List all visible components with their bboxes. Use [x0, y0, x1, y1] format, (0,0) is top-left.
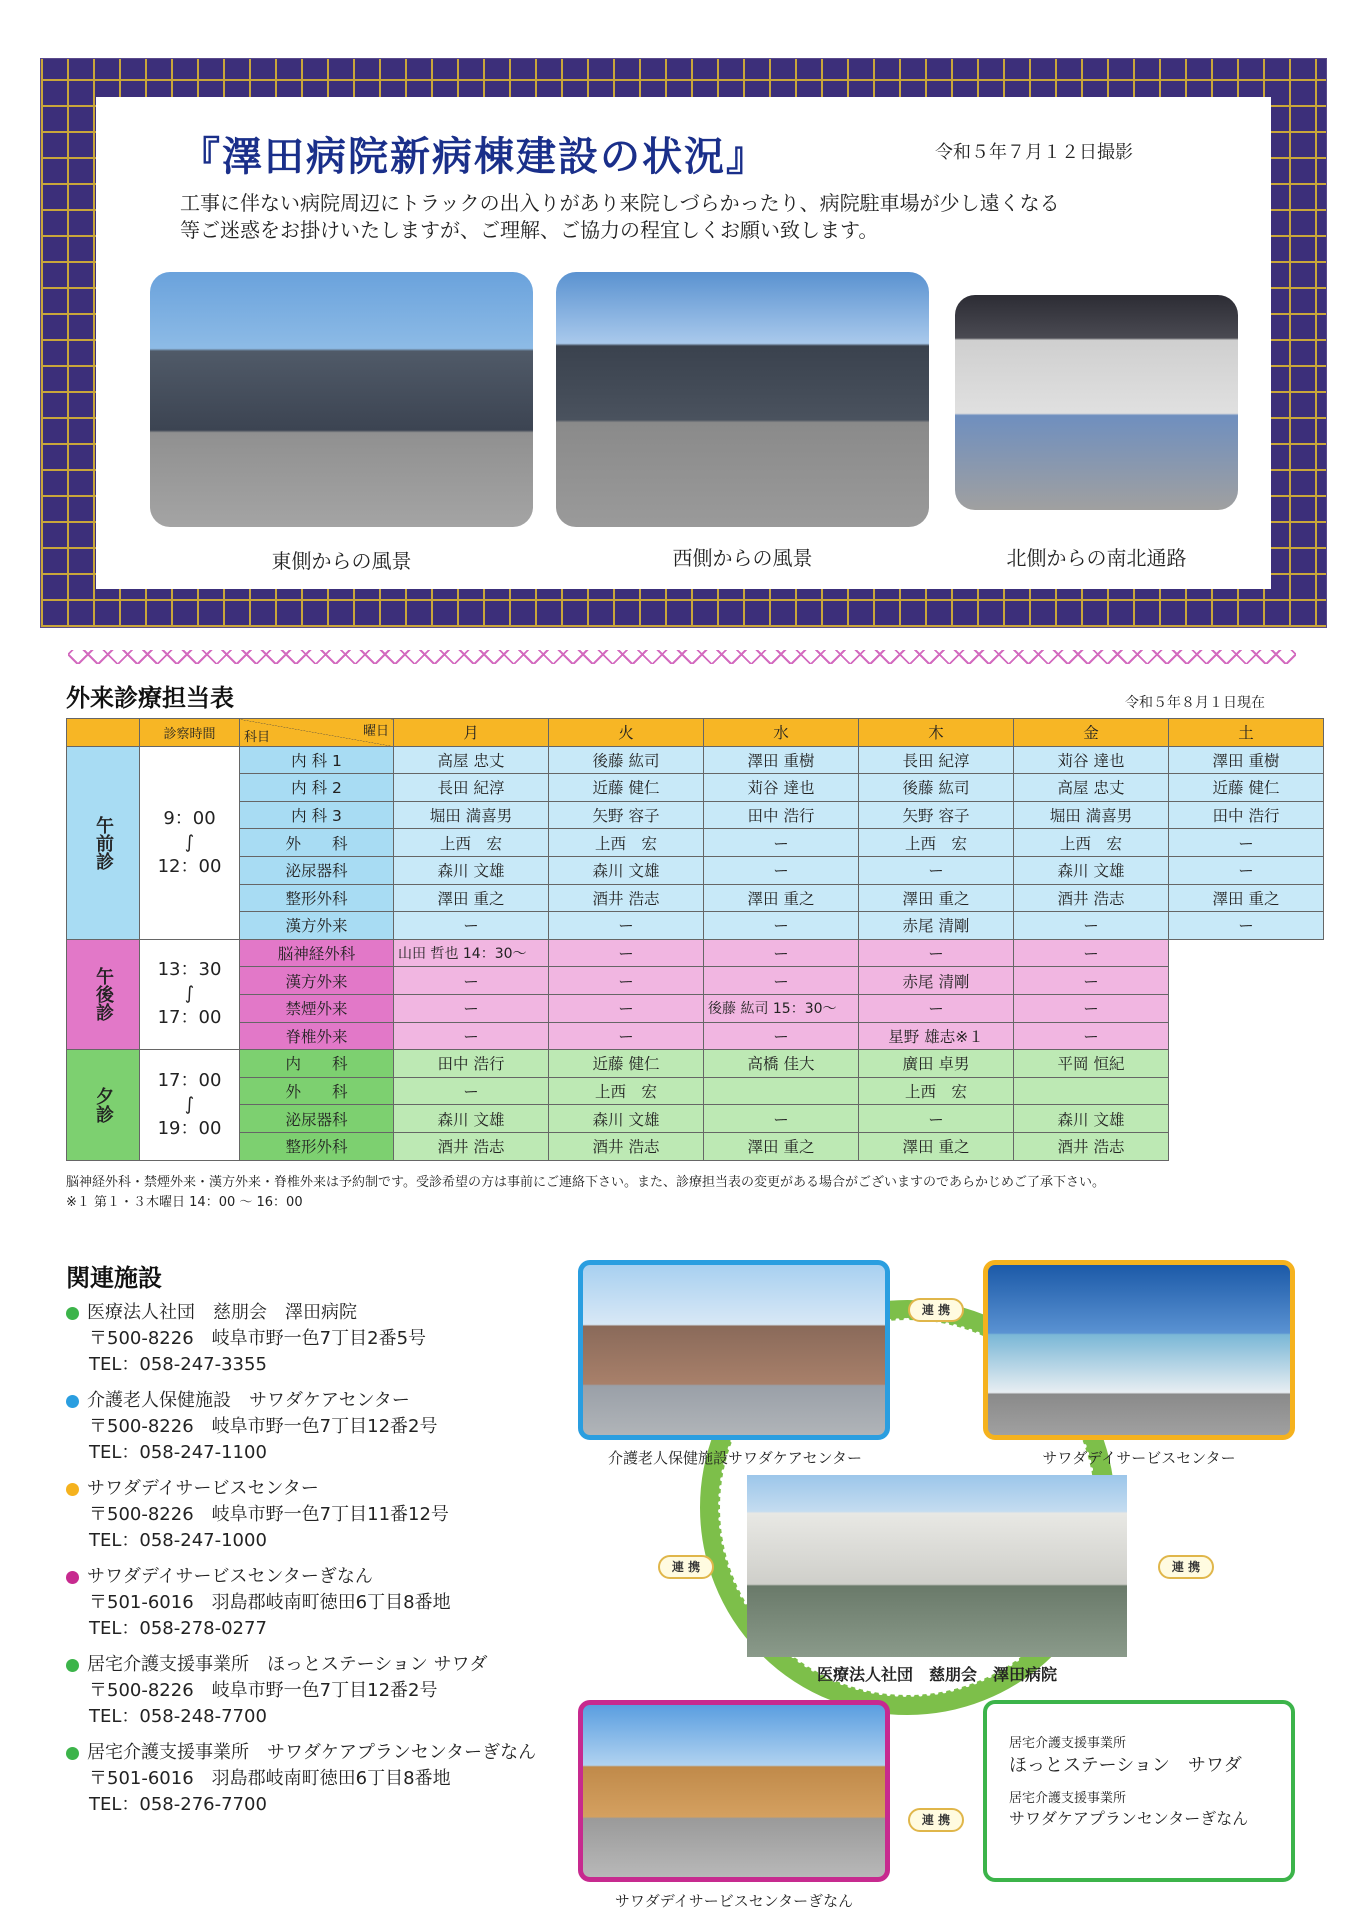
doctor-cell: 高屋 忠丈 — [394, 746, 549, 774]
note-line: ※１ 第１・３木曜日 14：00 ～ 16：00 — [66, 1195, 303, 1210]
facility-item — [66, 1652, 536, 1730]
doctor-cell: ー — [549, 967, 704, 995]
facility-item — [66, 1300, 536, 1378]
facility-name-row — [66, 1740, 536, 1766]
doctor-cell: 堀田 満喜男 — [1014, 801, 1169, 829]
header-day-label: 曜日 — [362, 724, 389, 739]
doctor-cell: 長田 紀淳 — [394, 774, 549, 802]
dept-cell: 整形外科 — [240, 1132, 394, 1160]
link-badge: 連 携 — [1158, 1555, 1214, 1579]
day-wed: 水 — [704, 719, 859, 747]
period-time-line: ∫ — [184, 983, 195, 1005]
period-time — [140, 939, 240, 1049]
bullet-dot-icon — [66, 1659, 79, 1672]
care-center-caption: 介護老人保健施設サワダケアセンター — [607, 1449, 863, 1467]
dept-cell: 内 科 2 — [240, 774, 394, 802]
period-time-line: ∫ — [184, 831, 195, 853]
facility-item — [66, 1564, 536, 1642]
period-time-line: 19：00 — [157, 1117, 222, 1139]
doctor-cell: 近藤 健仁 — [549, 1050, 704, 1078]
period-time-line: 17：00 — [157, 1007, 222, 1029]
facility-item — [66, 1388, 536, 1466]
schedule-notes — [66, 1173, 1105, 1213]
schedule-as-of: 令和５年８月１日現在 — [1125, 695, 1265, 711]
dept-cell: 外 科 — [240, 1077, 394, 1105]
facility-name: 居宅介護支援事業所 サワダケアプランセンターぎなん — [87, 1742, 537, 1763]
doctor-cell: ー — [1014, 967, 1169, 995]
doctor-cell: ー — [704, 912, 859, 940]
doctor-cell: 山田 哲也 14：30～ — [394, 939, 549, 967]
period-time-line: 13：30 — [157, 959, 222, 981]
doctor-cell: 上西 宏 — [859, 1077, 1014, 1105]
dept-cell: 泌尿器科 — [240, 1105, 394, 1133]
header-blank — [67, 719, 140, 747]
doctor-cell: 高橋 佳大 — [704, 1050, 859, 1078]
facility-name: 医療法人社団 慈朋会 澤田病院 — [87, 1302, 357, 1323]
facility-name: サワダデイサービスセンター — [87, 1478, 319, 1499]
doctor-cell: 森川 文雄 — [394, 1105, 549, 1133]
facility-tel: TEL：058-276-7700 — [89, 1794, 267, 1815]
doctor-cell: 澤田 重樹 — [704, 746, 859, 774]
facility-tel: TEL：058-248-7700 — [89, 1706, 267, 1727]
notice-line: 等ご迷惑をお掛けいたしますが、ご理解、ご協力の程宜しくお願い致します。 — [180, 218, 879, 242]
doctor-cell: 後藤 紘司 — [859, 774, 1014, 802]
doctor-cell: 澤田 重之 — [859, 1132, 1014, 1160]
doctor-cell: 平岡 恒紀 — [1014, 1050, 1169, 1078]
facility-tel: TEL：058-278-0277 — [89, 1618, 267, 1639]
doctor-cell: 矢野 容子 — [859, 801, 1014, 829]
doctor-cell: 森川 文雄 — [549, 1105, 704, 1133]
facilities-title: 関連施設 — [66, 1264, 162, 1292]
photo-caption: 東側からの風景 — [271, 549, 412, 573]
doctor-cell: 森川 文雄 — [549, 856, 704, 884]
doctor-cell: 苅谷 達也 — [704, 774, 859, 802]
doctor-cell: 澤田 重之 — [859, 884, 1014, 912]
office-label: 居宅介護支援事業所 — [1009, 1791, 1127, 1806]
link-badge: 連 携 — [908, 1298, 964, 1322]
doctor-cell: 澤田 重之 — [704, 1132, 859, 1160]
notice-line: 工事に伴ない病院周辺にトラックの出入りがあり来院しづらかったり、病院駐車場が少し遠くなる — [180, 191, 1060, 215]
facility-address: 〒501-6016 羽島郡岐南町徳田6丁目8番地 — [89, 1768, 451, 1789]
doctor-cell: ー — [549, 939, 704, 967]
doctor-cell: 澤田 重之 — [394, 884, 549, 912]
doctor-cell: ー — [394, 1022, 549, 1050]
dept-cell: 内 科 1 — [240, 746, 394, 774]
bullet-dot-icon — [66, 1483, 79, 1496]
ginan-caption: サワダデイサービスセンターぎなん — [614, 1892, 854, 1910]
bullet-dot-icon — [66, 1571, 79, 1584]
period-time-line: 9：00 — [163, 807, 216, 829]
doctor-cell: ー — [704, 1105, 859, 1133]
doctor-cell: ー — [394, 994, 549, 1022]
doctor-cell: ー — [1014, 1022, 1169, 1050]
link-badge: 連 携 — [658, 1555, 714, 1579]
doctor-cell: 酒井 浩志 — [1014, 884, 1169, 912]
outpatient-schedule-table — [66, 718, 1324, 1161]
dept-cell: 漢方外来 — [240, 912, 394, 940]
period-label: 夕診 — [67, 1050, 140, 1160]
dept-cell: 脳神経外科 — [240, 939, 394, 967]
facility-item — [66, 1740, 536, 1818]
day-mon: 月 — [394, 719, 549, 747]
doctor-cell: 廣田 卓男 — [859, 1050, 1014, 1078]
dept-cell: 泌尿器科 — [240, 856, 394, 884]
doctor-cell: 田中 浩行 — [704, 801, 859, 829]
period-time-line: ∫ — [184, 1093, 195, 1115]
photo-caption: 西側からの風景 — [672, 546, 813, 570]
hospital-caption: 医療法人社団 慈朋会 澤田病院 — [816, 1665, 1057, 1684]
period-time — [140, 746, 240, 939]
doctor-cell: 上西 宏 — [859, 829, 1014, 857]
doctor-cell: ー — [549, 912, 704, 940]
doctor-cell: 苅谷 達也 — [1014, 746, 1169, 774]
facility-name-row — [66, 1476, 536, 1502]
dept-cell: 内 科 — [240, 1050, 394, 1078]
day-sat: 土 — [1169, 719, 1324, 747]
ginan-photo — [578, 1700, 890, 1882]
facility-name-row — [66, 1300, 536, 1326]
facility-name-row — [66, 1564, 536, 1590]
period-label: 午後診 — [67, 939, 140, 1049]
facility-list — [66, 1300, 536, 1828]
header-dept-day — [240, 719, 394, 747]
day-tue: 火 — [549, 719, 704, 747]
facility-tel: TEL：058-247-3355 — [89, 1354, 267, 1375]
doctor-cell: 赤尾 清剛 — [859, 967, 1014, 995]
day-service-caption: サワダデイサービスセンター — [1042, 1449, 1236, 1467]
dept-cell: 内 科 3 — [240, 801, 394, 829]
doctor-cell: ー — [704, 829, 859, 857]
dept-cell: 整形外科 — [240, 884, 394, 912]
photo-north-passage — [955, 295, 1238, 510]
dept-cell: 外 科 — [240, 829, 394, 857]
facility-name: 介護老人保健施設 サワダケアセンター — [87, 1390, 410, 1411]
note-line: 脳神経外科・禁煙外来・漢方外来・脊椎外来は予約制です。受診希望の方は事前にご連絡下さい。また、診療担当表の変更がある場合がございますのであらかじめご了承下さい。 — [66, 1175, 1105, 1190]
doctor-cell: 堀田 満喜男 — [394, 801, 549, 829]
doctor-cell: 森川 文雄 — [394, 856, 549, 884]
header-time: 診察時間 — [140, 719, 240, 747]
construction-notice — [180, 190, 1210, 244]
facility-address: 〒500-8226 岐阜市野一色7丁目2番5号 — [89, 1328, 427, 1349]
doctor-cell: ー — [394, 1077, 549, 1105]
doctor-cell: 酒井 浩志 — [549, 1132, 704, 1160]
photo-date: 令和５年７月１２日撮影 — [935, 142, 1133, 163]
doctor-cell: ー — [1169, 912, 1324, 940]
doctor-cell: 矢野 容子 — [549, 801, 704, 829]
doctor-cell: 澤田 重之 — [704, 884, 859, 912]
facility-item — [66, 1476, 536, 1554]
facility-tel: TEL：058-247-1000 — [89, 1530, 267, 1551]
doctor-cell: ー — [704, 939, 859, 967]
dept-cell: 禁煙外来 — [240, 994, 394, 1022]
doctor-cell: 赤尾 清剛 — [859, 912, 1014, 940]
schedule-title: 外来診療担当表 — [66, 684, 234, 712]
doctor-cell: 酒井 浩志 — [1014, 1132, 1169, 1160]
dept-cell: 脊椎外来 — [240, 1022, 394, 1050]
facility-name: 居宅介護支援事業所 ほっとステーション サワダ — [87, 1654, 488, 1675]
doctor-cell: ー — [1014, 994, 1169, 1022]
zigzag-divider — [68, 650, 1296, 664]
period-time-line: 12：00 — [157, 855, 222, 877]
doctor-cell: ー — [1014, 939, 1169, 967]
link-badge: 連 携 — [908, 1808, 964, 1832]
office-name: ほっとステーション サワダ — [1009, 1755, 1242, 1776]
doctor-cell: ー — [859, 939, 1014, 967]
doctor-cell — [704, 1077, 859, 1105]
day-fri: 金 — [1014, 719, 1169, 747]
doctor-cell: 後藤 紘司 15：30～ — [704, 994, 859, 1022]
doctor-cell: 上西 宏 — [549, 1077, 704, 1105]
doctor-cell: 澤田 重之 — [1169, 884, 1324, 912]
doctor-cell: 後藤 紘司 — [549, 746, 704, 774]
doctor-cell: ー — [1169, 829, 1324, 857]
photo-east-view — [150, 272, 533, 527]
doctor-cell: 近藤 健仁 — [1169, 774, 1324, 802]
dept-cell: 漢方外来 — [240, 967, 394, 995]
doctor-cell: 田中 浩行 — [394, 1050, 549, 1078]
doctor-cell: 酒井 浩志 — [394, 1132, 549, 1160]
doctor-cell: ー — [549, 1022, 704, 1050]
bullet-dot-icon — [66, 1395, 79, 1408]
day-thu: 木 — [859, 719, 1014, 747]
doctor-cell: ー — [394, 967, 549, 995]
doctor-cell: ー — [1169, 856, 1324, 884]
doctor-cell: 長田 紀淳 — [859, 746, 1014, 774]
bullet-dot-icon — [66, 1307, 79, 1320]
facility-address: 〒500-8226 岐阜市野一色7丁目12番2号 — [89, 1680, 438, 1701]
hospital-photo — [747, 1475, 1127, 1657]
doctor-cell: 上西 宏 — [549, 829, 704, 857]
office-box — [983, 1700, 1295, 1882]
photo-west-view — [556, 272, 929, 527]
doctor-cell: 酒井 浩志 — [549, 884, 704, 912]
doctor-cell: ー — [704, 967, 859, 995]
doctor-cell: 澤田 重樹 — [1169, 746, 1324, 774]
doctor-cell: ー — [859, 994, 1014, 1022]
doctor-cell: ー — [704, 1022, 859, 1050]
doctor-cell: ー — [1014, 912, 1169, 940]
period-time-line: 17：00 — [157, 1069, 222, 1091]
construction-title: 『澤田病院新病棟建設の状況』 — [180, 133, 768, 180]
bullet-dot-icon — [66, 1747, 79, 1760]
doctor-cell: 森川 文雄 — [1014, 856, 1169, 884]
doctor-cell: 田中 浩行 — [1169, 801, 1324, 829]
office-label: 居宅介護支援事業所 — [1009, 1736, 1127, 1751]
facility-address: 〒501-6016 羽島郡岐南町徳田6丁目8番地 — [89, 1592, 451, 1613]
facility-address: 〒500-8226 岐阜市野一色7丁目12番2号 — [89, 1416, 438, 1437]
doctor-cell — [1014, 1077, 1169, 1105]
office-name: サワダケアプランセンターぎなん — [1009, 1809, 1249, 1828]
day-service-photo — [983, 1260, 1295, 1440]
header-dept-label: 科目 — [244, 729, 271, 745]
doctor-cell: ー — [394, 912, 549, 940]
facility-name-row — [66, 1652, 536, 1678]
doctor-cell: 森川 文雄 — [1014, 1105, 1169, 1133]
doctor-cell: 高屋 忠丈 — [1014, 774, 1169, 802]
photo-caption: 北側からの南北通路 — [1006, 546, 1187, 570]
facility-tel: TEL：058-247-1100 — [89, 1442, 267, 1463]
doctor-cell: 近藤 健仁 — [549, 774, 704, 802]
doctor-cell: 星野 雄志※１ — [859, 1022, 1014, 1050]
doctor-cell: ー — [859, 856, 1014, 884]
doctor-cell: 上西 宏 — [1014, 829, 1169, 857]
facility-name-row — [66, 1388, 536, 1414]
doctor-cell: 上西 宏 — [394, 829, 549, 857]
facility-address: 〒500-8226 岐阜市野一色7丁目11番12号 — [89, 1504, 449, 1525]
doctor-cell: ー — [859, 1105, 1014, 1133]
period-label: 午前診 — [67, 746, 140, 939]
doctor-cell: ー — [704, 856, 859, 884]
care-center-photo — [578, 1260, 890, 1440]
facility-name: サワダデイサービスセンターぎなん — [87, 1566, 373, 1587]
period-time — [140, 1050, 240, 1160]
doctor-cell: ー — [549, 994, 704, 1022]
